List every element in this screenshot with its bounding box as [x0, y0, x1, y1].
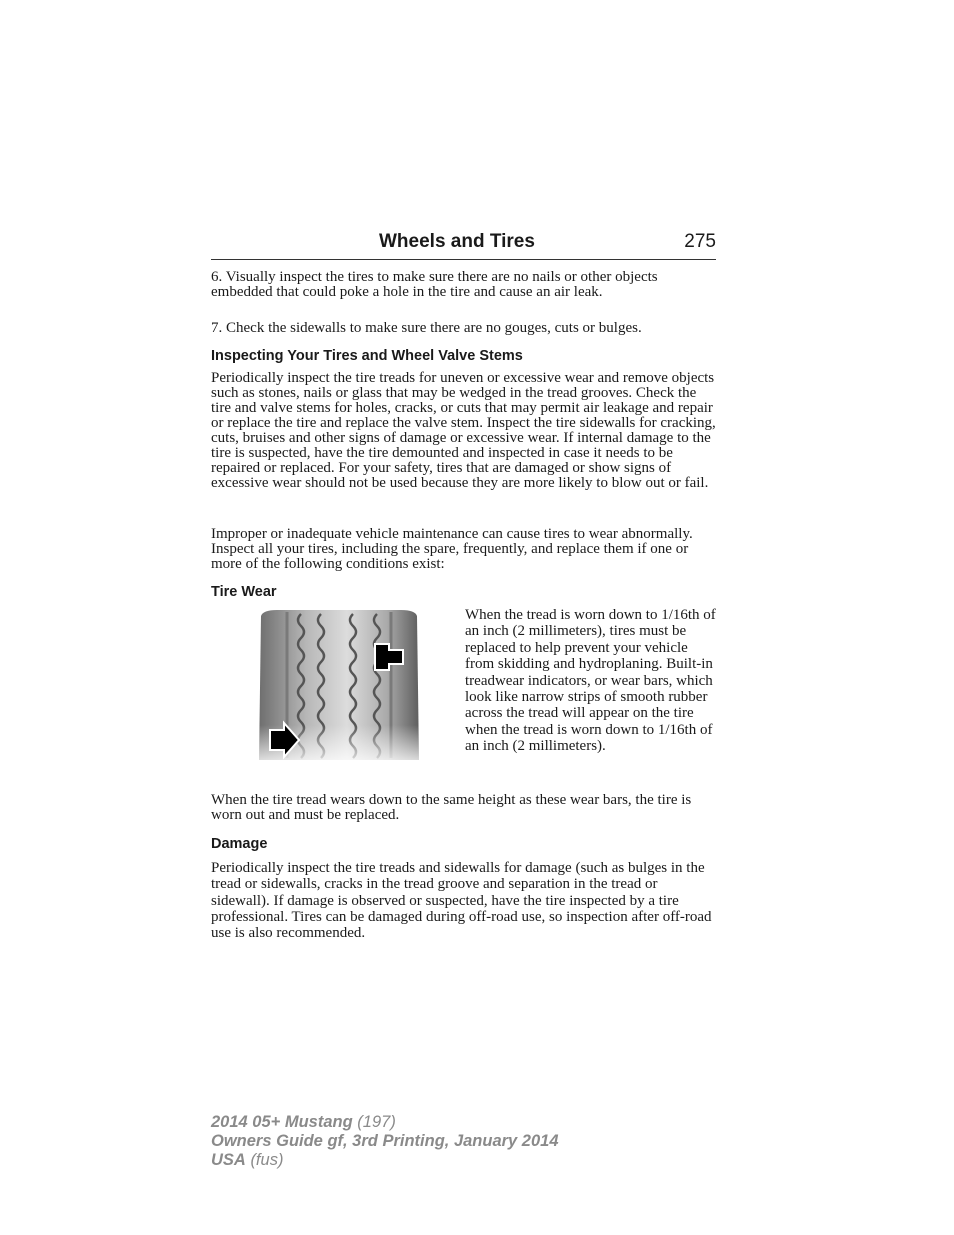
section-title: Wheels and Tires — [379, 231, 535, 252]
footer-region-code: (fus) — [250, 1151, 284, 1169]
page-number: 275 — [684, 231, 716, 252]
footer-region: USA — [211, 1151, 246, 1169]
tire-tread-illustration — [257, 608, 421, 764]
tire-tread-wear-bar-illustration — [257, 608, 421, 764]
tire-wear-description: When the tread is worn down to 1/16th of an inch (2 millimeters), tires must be replaced to help prevent your vehicle from skidding and hydroplaning. Built-in treadwear indicators, or wear bars, which look like narrow strips of smooth rubber across the tread will appear on the tire when the tread is worn down to 1/16th of an inch (2 millimeters). — [465, 607, 716, 755]
list-item-7: 7. Check the sidewalls to make sure there are no gouges, cuts or bulges. — [211, 320, 642, 336]
paragraph-damage: Periodically inspect the tire treads and sidewalls for damage (such as bulges in the tread or sidewalls, cracks in the tread groove and separation in the tread or sidewall). If damage is observed or suspected, have the tire inspected by a tire professional. Tires can be damaged during off-road use, so inspection after off-road use is also recommended. — [211, 860, 712, 942]
paragraph-inspecting-2: Improper or inadequate vehicle maintenance can cause tires to wear abnormally. Inspect all your tires, including the spare, frequently, and replace them if one or more of the following conditions exist: — [211, 526, 693, 572]
page-footer — [211, 1113, 559, 1170]
footer-guide-info: Owners Guide gf, 3rd Printing, January 2014 — [211, 1132, 559, 1150]
footer-model: 2014 05+ Mustang — [211, 1113, 353, 1131]
list-item-6: 6. Visually inspect the tires to make sure there are no nails or other objects embedded that could poke a hole in the tire and cause an air leak. — [211, 269, 658, 300]
page-header — [211, 229, 716, 260]
paragraph-inspecting-1: Periodically inspect the tire treads for uneven or excessive wear and remove objects such as stones, nails or glass that may be wedged in the tread grooves. Check the tire and valve stems for holes, cracks, or cuts that may permit air leakage and repair or replace the tire and replace the valve stem. Inspect the tire sidewalls for cracking, cuts, bruises and other signs of damage or excessive wear. If internal damage to the tire is suspected, have the tire demounted and inspected in case it needs to be repaired or replaced. For your safety, tires that are damaged or show signs of excessive wear should not be used because they are more likely to blow out or fail. — [211, 370, 716, 491]
heading-inspecting-tires: Inspecting Your Tires and Wheel Valve Stems — [211, 348, 523, 364]
paragraph-wear-bars: When the tire tread wears down to the same height as these wear bars, the tire is worn out and must be replaced. — [211, 792, 692, 823]
heading-tire-wear: Tire Wear — [211, 584, 277, 600]
heading-damage: Damage — [211, 836, 268, 852]
footer-model-code: (197) — [357, 1113, 396, 1131]
